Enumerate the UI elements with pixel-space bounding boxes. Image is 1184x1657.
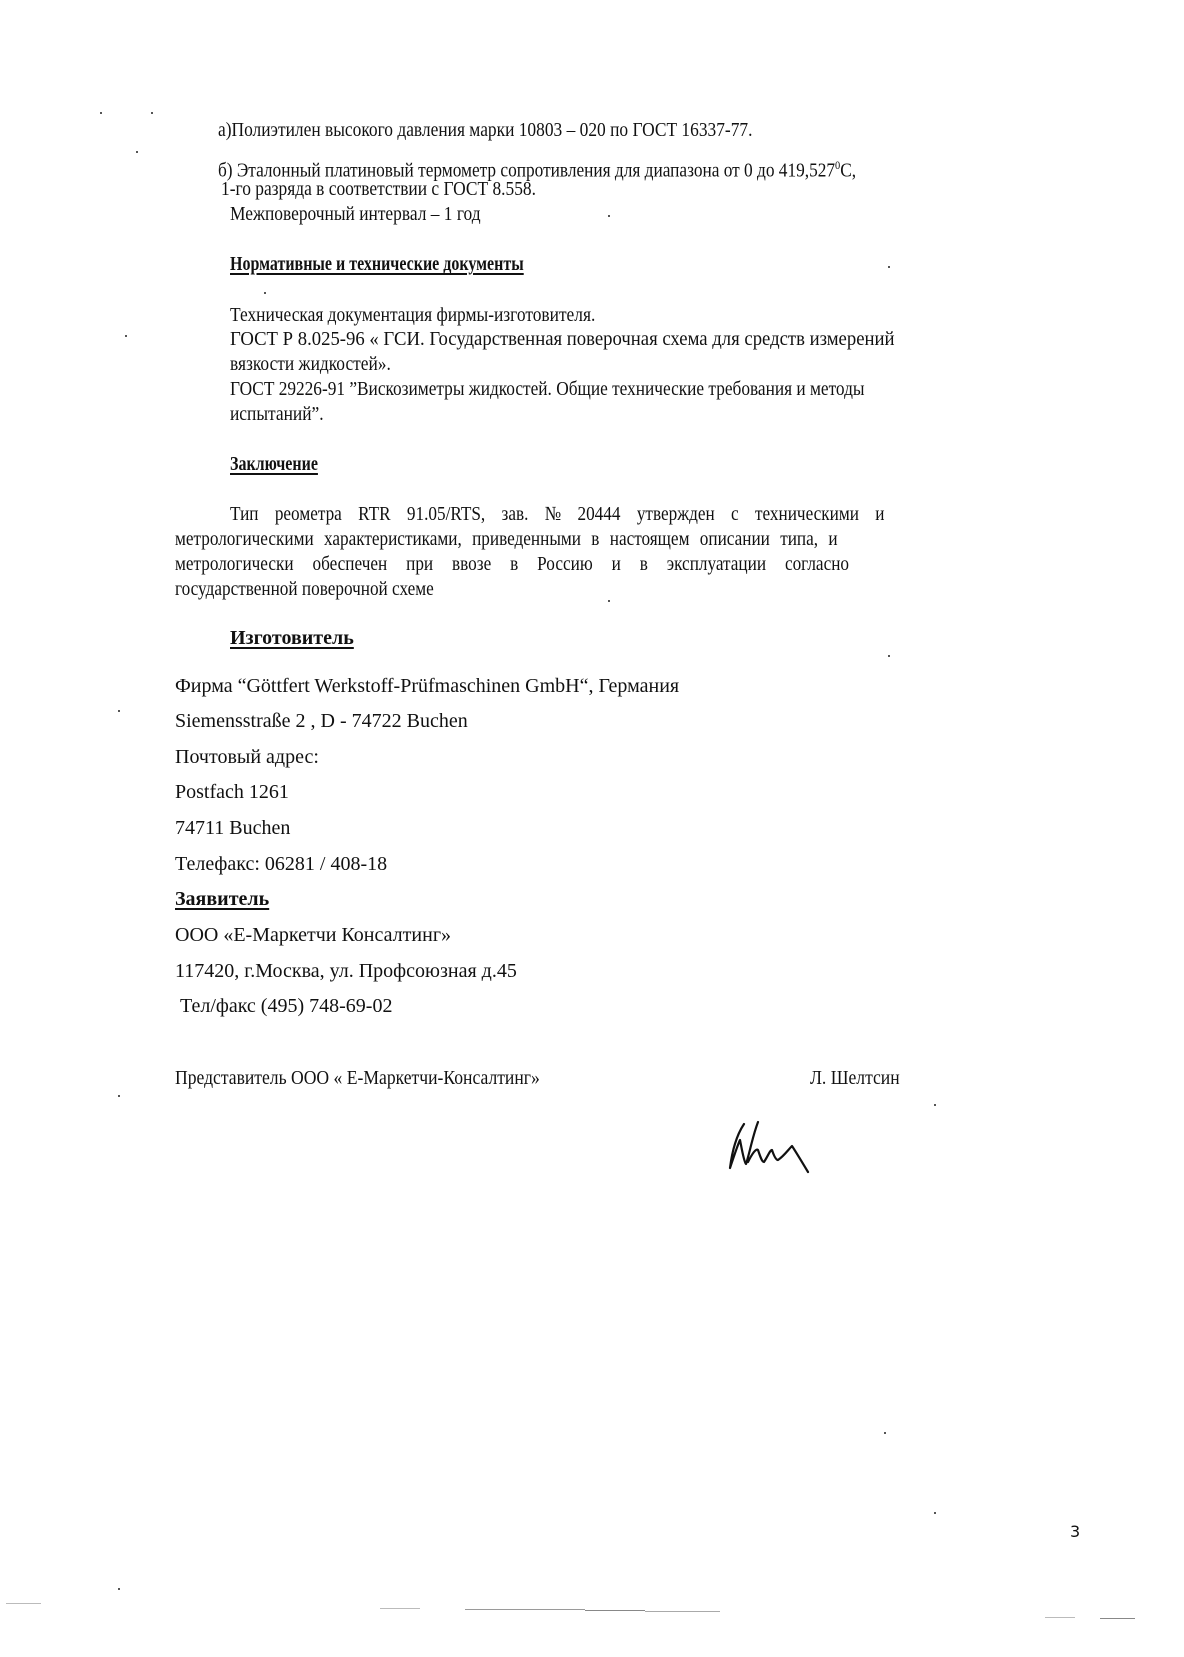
scan-speck <box>136 151 138 153</box>
applicant-heading: Заявитель <box>175 888 270 910</box>
scan-speck <box>100 112 102 114</box>
scan-speck <box>264 292 266 294</box>
scan-speck <box>888 655 890 657</box>
manufacturer-company: Фирма “Göttfert Werkstoff-Prüfmaschinen GmbH“, Германия <box>175 675 680 697</box>
scan-speck <box>608 600 610 602</box>
applicant-company: ООО «Е-Маркетчи Консалтинг» <box>175 924 452 946</box>
representative-label: Представитель ООО « Е-Маркетчи-Консалтинг» <box>175 1067 540 1089</box>
normative-heading: Нормативные и технические документы <box>230 253 524 275</box>
page-number: 3 <box>1070 1522 1081 1541</box>
scan-speck <box>118 710 120 712</box>
scan-artifact-line <box>1045 1617 1075 1618</box>
scan-artifact-line <box>6 1603 41 1604</box>
conclusion-line: государственной поверочной схеме <box>175 578 434 600</box>
manufacturer-address: Siemensstraße 2 , D - 74722 Buchen <box>175 710 468 732</box>
applicant-phone: Тел/факс (495) 748-69-02 <box>175 995 393 1017</box>
scan-artifact-line <box>645 1611 720 1612</box>
manufacturer-heading: Изготовитель <box>230 627 354 649</box>
conclusion-text: Тип реометра RTR 91.05/RTS, зав. № 20444 утвержден с техническими и <box>230 503 885 525</box>
scan-artifact-line <box>1100 1618 1135 1619</box>
material-item-b-unit: С, <box>840 159 857 182</box>
manufacturer-postal-label: Почтовый адрес: <box>175 746 319 768</box>
scan-speck <box>118 1095 120 1097</box>
normative-line: ГОСТ 29226-91 ”Вискозиметры жидкостей. Общие технические требования и методы <box>230 378 865 400</box>
material-item-b-text: б) Эталонный платиновый термометр сопротивления для диапазона от 0 до 419,527 <box>218 159 836 182</box>
conclusion-heading: Заключение <box>230 453 318 475</box>
manufacturer-city: 74711 Buchen <box>175 817 291 839</box>
degree-superscript: 0 <box>835 158 841 172</box>
normative-line: Техническая документация фирмы-изготовителя. <box>230 304 596 326</box>
handwritten-signature <box>722 1116 842 1176</box>
scan-artifact-line <box>465 1609 585 1610</box>
scan-speck <box>151 112 153 114</box>
scan-speck <box>934 1512 936 1514</box>
conclusion-line: метрологически обеспечен при ввозе в Россию и в эксплуатации согласно <box>175 553 850 575</box>
scan-speck <box>608 215 610 217</box>
scan-speck <box>125 335 127 337</box>
scan-speck <box>888 266 890 268</box>
material-item-b-line2: 1-го разряда в соответствии с ГОСТ 8.558. <box>221 178 536 200</box>
manufacturer-fax: Телефакс: 06281 / 408-18 <box>175 853 388 875</box>
conclusion-line: метрологическими характеристиками, приведенными в настоящем описании типа, и <box>175 528 838 550</box>
applicant-address: 117420, г.Москва, ул. Профсоюзная д.45 <box>175 960 517 982</box>
signatory-name: Л. Шелтсин <box>810 1067 900 1089</box>
normative-line: испытаний”. <box>230 403 324 425</box>
conclusion-line <box>230 502 1077 526</box>
scan-speck <box>884 1432 886 1434</box>
scan-speck <box>118 1588 120 1590</box>
normative-line: ГОСТ Р 8.025-96 « ГСИ. Государственная поверочная схема для средств измерений <box>230 328 895 350</box>
material-item-a: а)Полиэтилен высокого давления марки 10803 – 020 по ГОСТ 16337-77. <box>218 119 753 141</box>
verification-interval: Межповерочный интервал – 1 год <box>230 203 481 225</box>
manufacturer-postfach: Postfach 1261 <box>175 781 289 803</box>
scan-artifact-line <box>380 1608 420 1609</box>
scan-artifact-line <box>585 1610 645 1611</box>
scan-speck <box>934 1104 936 1106</box>
normative-line: вязкости жидкостей». <box>230 353 391 375</box>
